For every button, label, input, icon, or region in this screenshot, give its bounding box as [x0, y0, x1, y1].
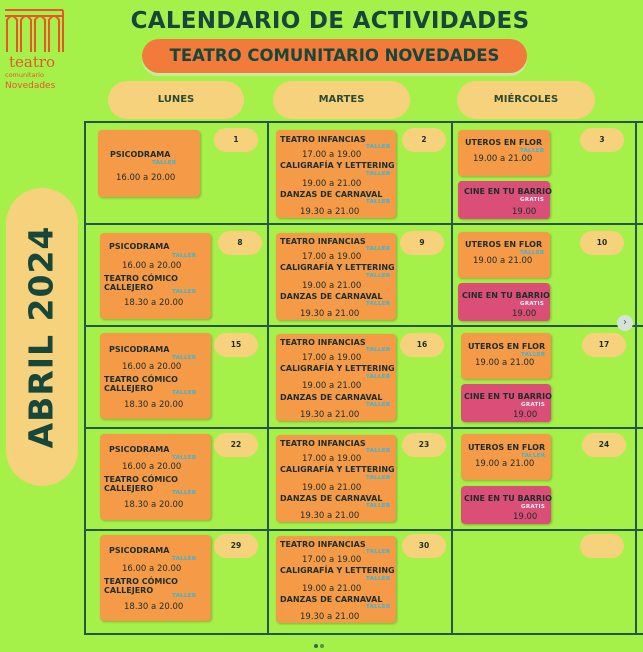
taller-tag: TALLER — [172, 355, 197, 361]
gratis-tag: GRATIS — [520, 197, 545, 203]
event-time: 17.00 a 19.00 — [302, 454, 362, 464]
event-card-cine[interactable] — [461, 384, 551, 422]
event-time: 18.30 a 20.00 — [124, 400, 184, 410]
event-card-martes[interactable] — [276, 334, 396, 421]
taller-tag: TALLER — [366, 448, 391, 454]
carousel-dot[interactable] — [314, 644, 318, 648]
event-title: DANZAS DE CARNAVAL — [280, 595, 383, 604]
taller-tag: TALLER — [366, 273, 391, 279]
event-card-lunes[interactable] — [100, 233, 211, 319]
event-card-cine[interactable] — [461, 486, 551, 524]
grid-col-divider — [451, 123, 453, 633]
taller-tag: TALLER — [366, 374, 391, 380]
logo-line-3: Novedades — [5, 81, 56, 91]
event-title: TEATRO CÓMICO — [104, 375, 178, 384]
taller-tag: TALLER — [366, 475, 391, 481]
gratis-tag: GRATIS — [520, 301, 545, 307]
page-title: CALENDARIO DE ACTIVIDADES — [130, 8, 530, 34]
event-title: DANZAS DE CARNAVAL — [280, 190, 383, 199]
event-title: TEATRO CÓMICO — [104, 577, 178, 586]
event-card-uteros[interactable] — [461, 333, 551, 379]
date-badge: 22 — [214, 433, 258, 457]
date-badge: 3 — [580, 128, 624, 152]
event-title: PSICODRAMA — [109, 546, 170, 555]
grid-row-divider — [86, 223, 643, 225]
taller-tag: TALLER — [172, 490, 197, 496]
event-title: TEATRO CÓMICO — [104, 274, 178, 283]
gratis-tag: GRATIS — [521, 504, 546, 510]
taller-tag: TALLER — [172, 253, 197, 259]
event-time: 19.00 a 21.00 — [473, 256, 533, 266]
event-time: 19.30 a 21.00 — [300, 309, 360, 319]
event-title: CALLEJERO — [104, 283, 154, 292]
event-time: 19.00 a 21.00 — [473, 154, 533, 164]
day-header-martes: MARTES — [273, 81, 410, 119]
event-time: 19.30 a 21.00 — [300, 612, 360, 622]
event-time: 19.00 a 21.00 — [302, 483, 362, 493]
event-time: 17.00 a 19.00 — [302, 353, 362, 363]
day-header-miercoles: MIÉRCOLES — [457, 81, 595, 119]
event-time: 19.00 a 21.00 — [475, 358, 535, 368]
event-title: UTEROS EN FLOR — [468, 342, 546, 351]
event-title: TEATRO INFANCIAS — [280, 338, 366, 347]
taller-tag: TALLER — [366, 549, 391, 555]
grid-row-divider — [86, 427, 643, 429]
date-badge: 17 — [582, 333, 626, 357]
date-badge: 1 — [214, 128, 258, 152]
date-badge: 8 — [218, 231, 262, 255]
logo-line-1: teatro — [9, 53, 56, 71]
grid-row-divider — [86, 529, 643, 531]
date-badge: 29 — [214, 534, 258, 558]
taller-tag: TALLER — [521, 453, 546, 459]
theater-facade-icon — [3, 6, 69, 54]
event-title: TEATRO INFANCIAS — [280, 540, 366, 549]
event-card-martes[interactable] — [276, 233, 396, 320]
date-badge-empty — [580, 534, 624, 558]
event-time: 16.00 a 20.00 — [122, 462, 182, 472]
event-card-lunes[interactable] — [100, 434, 211, 520]
event-card-lunes[interactable] — [100, 333, 211, 419]
event-time: 18.30 a 20.00 — [124, 298, 184, 308]
event-card-psicodrama[interactable] — [98, 130, 200, 197]
taller-tag: TALLER — [366, 576, 391, 582]
taller-tag: TALLER — [521, 352, 546, 358]
event-title: CALLEJERO — [104, 586, 154, 595]
taller-tag: TALLER — [366, 246, 391, 252]
taller-tag: TALLER — [366, 347, 391, 353]
event-title: CINE EN TU BARRIO — [464, 187, 552, 196]
date-badge: 30 — [402, 534, 446, 558]
event-title: DANZAS DE CARNAVAL — [280, 494, 383, 503]
gratis-tag: GRATIS — [521, 402, 546, 408]
event-title: UTEROS EN FLOR — [465, 240, 543, 249]
event-title: CALIGRAFÍA Y LETTERING — [280, 566, 395, 575]
taller-tag: TALLER — [366, 199, 391, 205]
event-time: 16.00 a 20.00 — [116, 173, 176, 183]
event-card-martes[interactable] — [276, 130, 396, 218]
event-title: CALIGRAFÍA Y LETTERING — [280, 364, 395, 373]
event-title: UTEROS EN FLOR — [468, 443, 546, 452]
taller-tag: TALLER — [366, 301, 391, 307]
event-title: DANZAS DE CARNAVAL — [280, 292, 383, 301]
page-subtitle: TEATRO COMUNITARIO NOVEDADES — [142, 39, 527, 73]
event-time: 19.00 a 21.00 — [302, 584, 362, 594]
event-time: 19.30 a 21.00 — [300, 410, 360, 420]
event-title: DANZAS DE CARNAVAL — [280, 393, 383, 402]
event-title: CALLEJERO — [104, 384, 154, 393]
event-time: 18.30 a 20.00 — [124, 500, 184, 510]
month-label: ABRIL 2024 — [21, 225, 61, 449]
grid-col-divider — [635, 123, 637, 633]
event-time: 18.30 a 20.00 — [124, 602, 184, 612]
taller-tag: TALLER — [366, 402, 391, 408]
event-time: 19.00 — [513, 410, 538, 420]
event-title: PSICODRAMA — [110, 150, 171, 159]
event-card-martes[interactable] — [276, 536, 396, 623]
teatro-logo — [3, 6, 69, 92]
event-card-uteros[interactable] — [458, 232, 550, 278]
date-badge: 9 — [400, 231, 444, 255]
event-card-uteros[interactable] — [458, 130, 550, 176]
taller-tag: TALLER — [172, 593, 197, 599]
taller-tag: TALLER — [172, 289, 197, 295]
event-time: 19.00 — [512, 207, 537, 217]
carousel-dots — [314, 633, 326, 652]
date-badge: 23 — [402, 433, 446, 457]
event-time: 17.00 a 19.00 — [302, 150, 362, 160]
event-time: 19.00 — [513, 512, 538, 522]
next-slide-button[interactable]: › — [617, 315, 633, 331]
event-card-cine[interactable] — [458, 181, 550, 219]
date-badge: 24 — [582, 433, 626, 457]
event-time: 17.00 a 19.00 — [302, 555, 362, 565]
grid-row-divider — [86, 325, 643, 327]
event-card-lunes[interactable] — [100, 535, 211, 621]
logo-line-2: comunitario — [5, 71, 44, 79]
event-title: CINE EN TU BARRIO — [462, 291, 550, 300]
event-title: PSICODRAMA — [109, 345, 170, 354]
event-time: 19.00 a 21.00 — [302, 381, 362, 391]
taller-tag: TALLER — [520, 148, 545, 154]
event-card-uteros[interactable] — [461, 434, 551, 480]
grid-col-divider — [267, 123, 269, 633]
date-badge: 2 — [402, 128, 446, 152]
event-title: CALIGRAFÍA Y LETTERING — [280, 161, 395, 170]
event-title: TEATRO INFANCIAS — [280, 135, 366, 144]
event-title: CALLEJERO — [104, 484, 154, 493]
date-badge: 16 — [400, 333, 444, 357]
event-time: 16.00 a 20.00 — [122, 362, 182, 372]
event-time: 19.30 a 21.00 — [300, 511, 360, 521]
taller-tag: TALLER — [152, 160, 177, 166]
event-time: 19.00 a 21.00 — [302, 179, 362, 189]
event-time: 19.00 a 21.00 — [475, 459, 535, 469]
event-time: 19.30 a 21.00 — [300, 207, 360, 217]
date-badge: 10 — [580, 231, 624, 255]
event-title: CALIGRAFÍA Y LETTERING — [280, 263, 395, 272]
event-title: CINE EN TU BARRIO — [464, 494, 552, 503]
event-time: 16.00 a 20.00 — [122, 261, 182, 271]
taller-tag: TALLER — [172, 556, 197, 562]
event-title: CINE EN TU BARRIO — [464, 392, 552, 401]
taller-tag: TALLER — [520, 250, 545, 256]
taller-tag: TALLER — [172, 390, 197, 396]
event-title: TEATRO INFANCIAS — [280, 439, 366, 448]
event-title: PSICODRAMA — [109, 445, 170, 454]
taller-tag: TALLER — [366, 144, 391, 150]
date-badge: 15 — [214, 333, 258, 357]
taller-tag: TALLER — [366, 604, 391, 610]
event-card-martes[interactable] — [276, 435, 396, 522]
event-time: 19.00 — [512, 309, 537, 319]
event-title: PSICODRAMA — [109, 242, 170, 251]
event-title: UTEROS EN FLOR — [465, 138, 543, 147]
event-time: 16.00 a 20.00 — [122, 564, 182, 574]
taller-tag: TALLER — [366, 503, 391, 509]
taller-tag: TALLER — [172, 455, 197, 461]
taller-tag: TALLER — [366, 171, 391, 177]
event-time: 17.00 a 19.00 — [302, 252, 362, 262]
day-header-lunes: LUNES — [108, 81, 244, 119]
event-title: TEATRO CÓMICO — [104, 475, 178, 484]
event-time: 19.00 a 21.00 — [302, 281, 362, 291]
event-title: CALIGRAFÍA Y LETTERING — [280, 465, 395, 474]
event-title: TEATRO INFANCIAS — [280, 237, 366, 246]
carousel-dot[interactable] — [320, 644, 324, 648]
event-card-cine[interactable] — [458, 283, 550, 321]
